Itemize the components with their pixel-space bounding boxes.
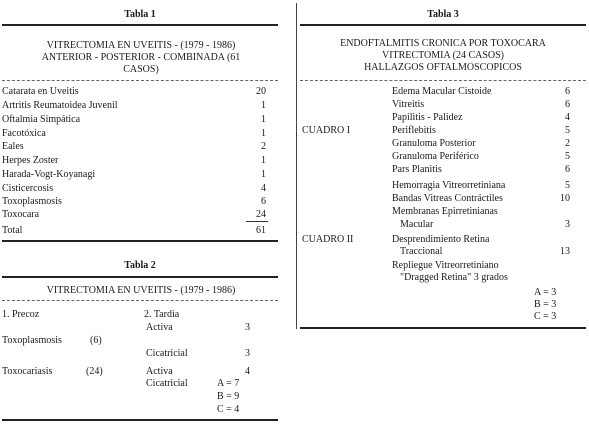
table3-membranas-line2: Macular [400,219,434,230]
table3-row-value: 5 [565,125,570,136]
table3-top-rule [300,24,586,26]
table2-bottom-rule [2,419,278,421]
table2-toxoca-activa-label: Activa [146,366,173,377]
table3-row-value: 5 [565,180,570,191]
table1-total-label: Total [2,225,23,236]
table3-row-value: 6 [565,164,570,175]
table3-row-value: 6 [565,99,570,110]
table3-row-value: 2 [565,138,570,149]
table3-grade-b: B = 3 [534,299,557,310]
table3-cuadro-1: CUADRO I [302,125,351,136]
table1-row-name: Toxoplasmosis [2,196,62,207]
table1-row-value: 1 [261,155,266,166]
table3-row-value: 4 [565,112,570,123]
table2-toxoplasmosis: Toxoplasmosis [2,335,62,346]
table2-tardia: 2. Tardia [144,309,180,320]
table3-title-line3: HALLAZGOS OFTALMOSCOPICOS [364,62,522,73]
table2-precoz: 1. Precoz [2,309,40,320]
table2-toxoca-cicatricial-label: Cicatricial [146,378,188,389]
table3-row-name: Bandas Vitreas Contráctiles [392,193,503,204]
table1-total-value: 61 [256,225,266,236]
table3-repliegue-line1: Repliegue Vitreorretiniano [392,260,499,271]
table3-row-name: Papilitis - Palidez [392,112,463,123]
table1-title-line1: VITRECTOMIA EN UVEITIS - (1979 - 1986) [46,40,236,51]
table3-row-value: 5 [565,151,570,162]
table3-desprend-value: 13 [560,246,570,257]
table3-row-name: Hemorragia Vitreorretiniana [392,180,506,191]
table1-row-name: Cisticercosis [2,183,54,194]
table1-row-name: Harada-Vogt-Koyanagi [2,169,96,180]
table2-toxo-cicatricial-value: 3 [245,348,250,359]
table2-toxo-activa-label: Activa [146,322,173,333]
table1-row-name: Toxocara [2,209,40,220]
table1-row-name: Herpes Zoster [2,155,59,166]
table1-row-name: Catarata en Uveitis [2,86,79,97]
table3-desprend-line2: Traccional [400,246,443,257]
table3-row-name: Vitreitis [392,99,425,110]
table1-row-name: Artritis Reumatoidea Juvenil [2,100,118,111]
table1-title-line3: CASOS) [123,64,159,75]
table1-row-value: 1 [261,114,266,125]
table3-row-name: Pars Planitis [392,164,442,175]
table2-toxoplasmosis-count: (6) [90,335,102,346]
table2-toxoca-activa-value: 4 [245,366,250,377]
table3-row-name: Granuloma Periférico [392,151,479,162]
table1-top-rule [2,24,278,26]
table1-row-value: 1 [261,100,266,111]
table3-header-rule [300,80,586,81]
table3-repliegue-line2: "Dragged Retina" 3 grados [400,272,508,283]
table3-bottom-rule [300,327,586,329]
table1-title-line2: ANTERIOR - POSTERIOR - COMBINADA (61 [41,52,241,63]
table3-desprend-line1: Desprendimiento Retina [392,234,490,245]
table3-row-value: 6 [565,86,570,97]
table1-sum-rule [246,221,268,222]
table1-bottom-rule [2,240,278,242]
table1-row-name: Facotóxica [2,128,46,139]
table2-toxo-activa-value: 3 [245,322,250,333]
table1-row-name: Eales [2,141,24,152]
table3-membranas-line1: Membranas Epirretinianas [392,206,498,217]
table1-row-value: 1 [261,128,266,139]
table3-cuadro-2: CUADRO II [302,234,354,245]
table2-grade-c: C = 4 [217,404,240,415]
table2-toxocariasis-count: (24) [86,366,103,377]
table2-grade-b: B = 9 [217,391,240,402]
table3-row-name: Edema Macular Cistoide [392,86,492,97]
table1-header-rule [2,80,278,81]
table2-top-rule [2,276,278,278]
table2-header-rule [2,300,278,301]
table3-row-value: 10 [560,193,570,204]
table1-row-name: Oftalmia Simpática [2,114,81,125]
table1-row-value: 6 [261,196,266,207]
table2-toxocariasis: Toxocariasis [2,366,53,377]
table1-label: Tabla 1 [124,9,156,20]
table3-row-name: Granuloma Posterior [392,138,476,149]
table3-grade-a: A = 3 [534,287,557,298]
table3-label: Tabla 3 [427,9,459,20]
table1-row-value: 1 [261,169,266,180]
table1-row-value: 20 [256,86,266,97]
table2-title: VITRECTOMIA EN UVEITIS - (1979 - 1986) [46,285,236,296]
table3-title-line2: VITRECTOMIA (24 CASOS) [381,50,505,61]
table1-row-value: 24 [256,209,266,220]
table2-label: Tabla 2 [124,260,156,271]
table2-toxo-cicatricial-label: Cicatricial [146,348,188,359]
table3-row-name: Periflebitis [392,125,436,136]
table3-membranas-value: 3 [565,219,570,230]
table1-row-value: 2 [261,141,266,152]
table3-title-line1: ENDOFTALMITIS CRONICA POR TOXOCARA [340,38,546,49]
table2-grade-a: A = 7 [217,378,240,389]
table3-grade-c: C = 3 [534,311,557,322]
table1-row-value: 4 [261,183,266,194]
